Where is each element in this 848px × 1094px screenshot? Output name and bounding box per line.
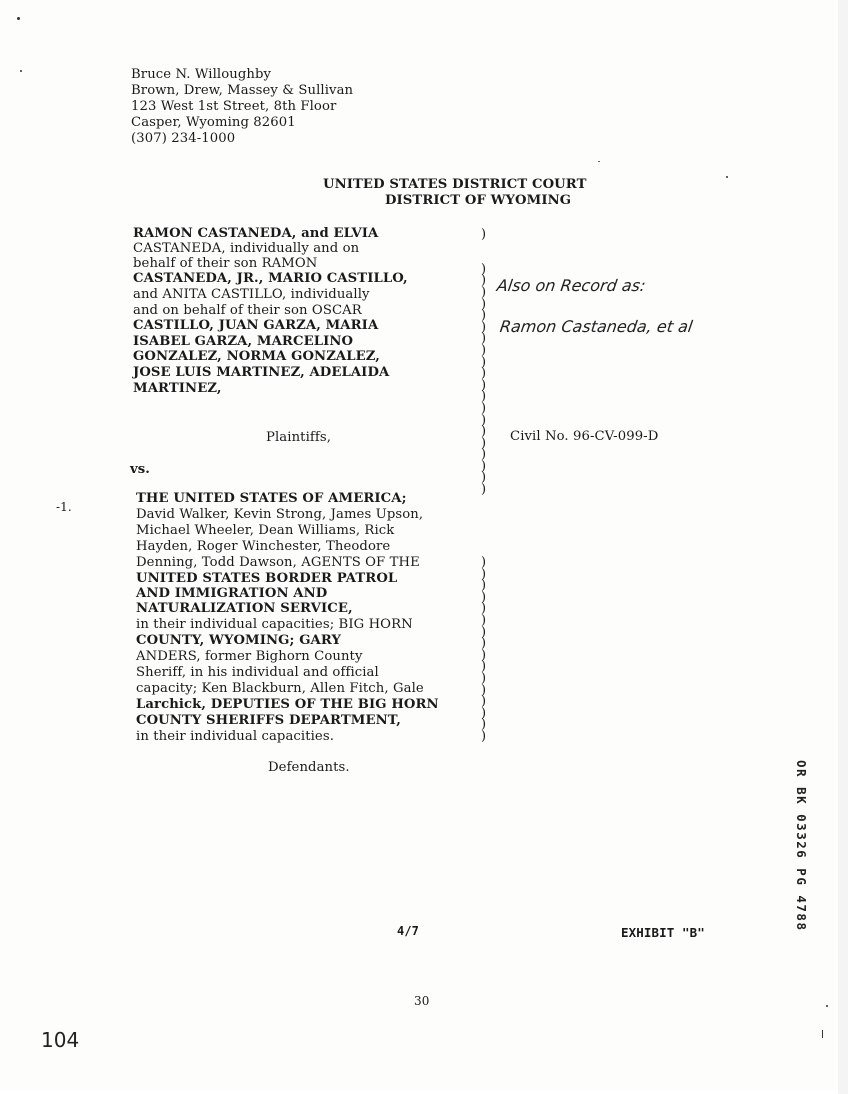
plaintiff-line: and ANITA CASTILLO, individually [133, 287, 370, 302]
defendant-line: Denning, Todd Dawson, AGENTS OF THE [136, 555, 420, 570]
plaintiff-line: CASTANEDA, JR., MARIO CASTILLO, [133, 271, 408, 286]
defendant-line: David Walker, Kevin Strong, James Upson, [136, 507, 424, 522]
court-district: DISTRICT OF WYOMING [385, 193, 572, 208]
defendant-line: ANDERS, former Bighorn County [136, 649, 363, 664]
plaintiffs-label: Plaintiffs, [266, 430, 332, 445]
defendant-line: Sheriff, in his individual and official [136, 665, 379, 680]
versus-label: vs. [130, 462, 150, 477]
defendant-line: Hayden, Roger Winchester, Theodore [136, 539, 391, 554]
defendant-line: capacity; Ken Blackburn, Allen Fitch, Gale [136, 681, 424, 696]
defendants-label: Defendants. [268, 760, 350, 775]
scan-speck [20, 70, 22, 72]
attorney-name: Bruce N. Willoughby [131, 67, 272, 82]
exhibit-label: EXHIBIT "B" [621, 925, 705, 940]
attorney-phone: (307) 234-1000 [131, 131, 236, 146]
court-name: UNITED STATES DISTRICT COURT [323, 177, 587, 192]
footer-fraction: 4/7 [397, 924, 419, 938]
defendant-line: COUNTY, WYOMING; GARY [136, 633, 342, 648]
plaintiff-line: CASTANEDA, individually and on [133, 241, 360, 256]
defendant-line: COUNTY SHERIFFS DEPARTMENT, [136, 713, 401, 728]
plaintiff-line: CASTILLO, JUAN GARZA, MARIA [133, 318, 379, 333]
handwritten-note-line1: Also on Record as: [495, 276, 647, 295]
defendant-line: Michael Wheeler, Dean Williams, Rick [136, 523, 395, 538]
plaintiff-line: GONZALEZ, NORMA GONZALEZ, [133, 349, 380, 364]
scan-speck [17, 17, 20, 20]
plaintiff-line: RAMON CASTANEDA, and ELVIA [133, 226, 379, 241]
scan-speck [822, 1030, 823, 1038]
plaintiff-line: ISABEL GARZA, MARCELINO [133, 334, 354, 349]
plaintiff-line: and on behalf of their son OSCAR [133, 303, 362, 318]
civil-case-number: Civil No. 96-CV-099-D [510, 429, 659, 444]
scan-speck [826, 1005, 828, 1007]
caption-divider-lower: ) ) ) ) ) ) ) ) ) ) ) ) ) ) ) ) [481, 555, 487, 744]
scan-speck [726, 176, 728, 178]
attorney-street: 123 West 1st Street, 8th Floor [131, 99, 337, 114]
defendant-line: UNITED STATES BORDER PATROL [136, 571, 398, 586]
caption-divider-upper: ) ) ) ) ) ) ) ) ) ) ) ) ) ) ) ) ) ) ) ) ) [481, 227, 487, 498]
defendant-line: THE UNITED STATES OF AMERICA; [136, 491, 407, 506]
page-number: 30 [414, 994, 430, 1008]
attorney-firm: Brown, Drew, Massey & Sullivan [131, 83, 354, 98]
defendant-line: NATURALIZATION SERVICE, [136, 601, 353, 616]
defendant-line: in their individual capacities; BIG HORN [136, 617, 413, 632]
attorney-city: Casper, Wyoming 82601 [131, 115, 296, 130]
scan-edge [838, 0, 848, 1094]
margin-mark: -1. [56, 500, 72, 514]
plaintiff-line: MARTINEZ, [133, 381, 222, 396]
plaintiff-line: behalf of their son RAMON [133, 256, 318, 271]
defendant-line: in their individual capacities. [136, 729, 334, 744]
handwritten-note-line2: Ramon Castaneda, et al [498, 317, 694, 336]
handwritten-page-mark: 104 [41, 1028, 80, 1052]
record-stamp: OR BK 03326 PG 4788 [794, 760, 809, 932]
scan-speck [598, 161, 600, 162]
plaintiff-line: JOSE LUIS MARTINEZ, ADELAIDA [133, 365, 390, 380]
defendant-line: Larchick, DEPUTIES OF THE BIG HORN [136, 697, 439, 712]
defendant-line: AND IMMIGRATION AND [136, 586, 328, 601]
